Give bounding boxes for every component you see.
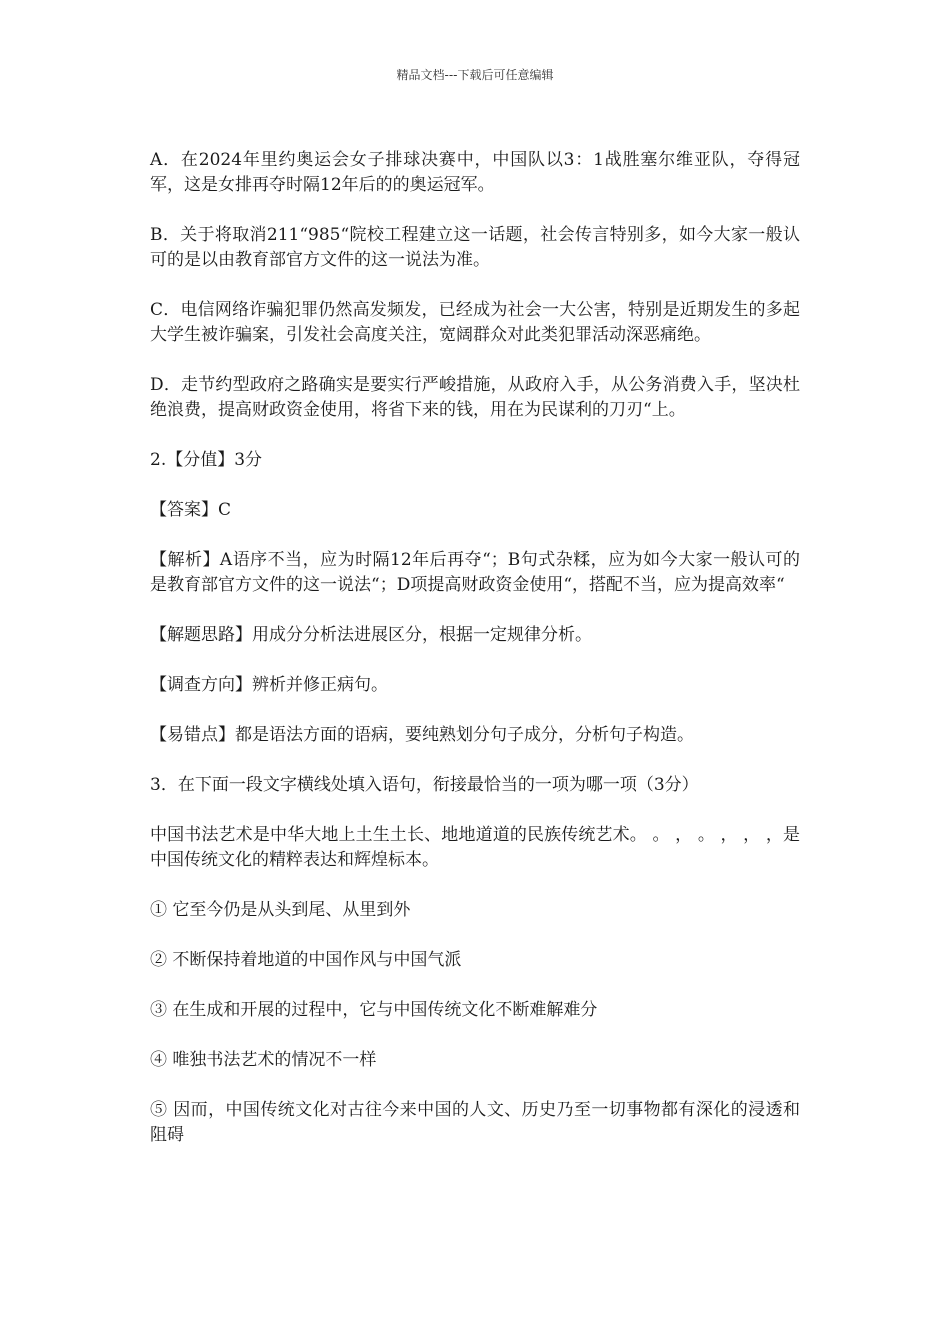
document-body bbox=[150, 148, 800, 1173]
option-a: A．在2024年里约奥运会女子排球决赛中，中国队以3：1战胜塞尔维亚队，夺得冠军，这是女排再夺时隔12年后的的奥运冠军。 bbox=[150, 150, 800, 195]
analysis-line: 【解析】A语序不当，应为时隔12年后再夺“；B句式杂糅，应为如今大家一般认可的是教育部官方文件的这一说法“；D项提高财政资金使用“，搭配不当，应为提高效率“ bbox=[150, 550, 800, 595]
exam-direction-line: 【调查方向】辨析并修正病句。 bbox=[150, 675, 388, 695]
answer-line: 【答案】C bbox=[150, 500, 232, 520]
question-3-title: 3．在下面一段文字横线处填入语句，衔接最恰当的一项为哪一项（3分） bbox=[150, 775, 699, 795]
score-line: 2.【分值】3分 bbox=[150, 450, 263, 470]
sentence-1: ① 它至今仍是从头到尾、从里到外 bbox=[150, 900, 411, 920]
option-b: B．关于将取消211“985“院校工程建立这一话题，社会传言特别多，如今大家一般认可的是以由教育部官方文件的这一说法为准。 bbox=[150, 225, 800, 270]
error-prone-line: 【易错点】都是语法方面的语病，要纯熟划分句子成分，分析句子构造。 bbox=[150, 725, 694, 745]
sentence-5: ⑤ 因而，中国传统文化对古往今来中国的人文、历史乃至一切事物都有深化的浸透和阻碍 bbox=[150, 1100, 800, 1145]
page-header: 精品文档---下载后可任意编辑 bbox=[396, 68, 554, 82]
sentence-2: ② 不断保持着地道的中国作风与中国气派 bbox=[150, 950, 462, 970]
solution-idea-line: 【解题思路】用成分分析法进展区分，根据一定规律分析。 bbox=[150, 625, 592, 645]
question-3-passage: 中国书法艺术是中华大地上土生土长、地地道道的民族传统艺术。 。 ， 。 ， ， ，是中国传统文化的精粹表达和辉煌标本。 bbox=[150, 825, 800, 870]
sentence-3: ③ 在生成和开展的过程中，它与中国传统文化不断难解难分 bbox=[150, 1000, 598, 1020]
option-c: C．电信网络诈骗犯罪仍然高发频发，已经成为社会一大公害，特别是近期发生的多起大学生被诈骗案，引发社会高度关注，宽阔群众对此类犯罪活动深恶痛绝。 bbox=[150, 300, 800, 345]
sentence-4: ④ 唯独书法艺术的情况不一样 bbox=[150, 1050, 377, 1070]
option-d: D．走节约型政府之路确实是要实行严峻措施，从政府入手，从公务消费入手，坚决杜绝浪费，提高财政资金使用，将省下来的钱，用在为民谋利的刀刃“上。 bbox=[150, 375, 800, 420]
